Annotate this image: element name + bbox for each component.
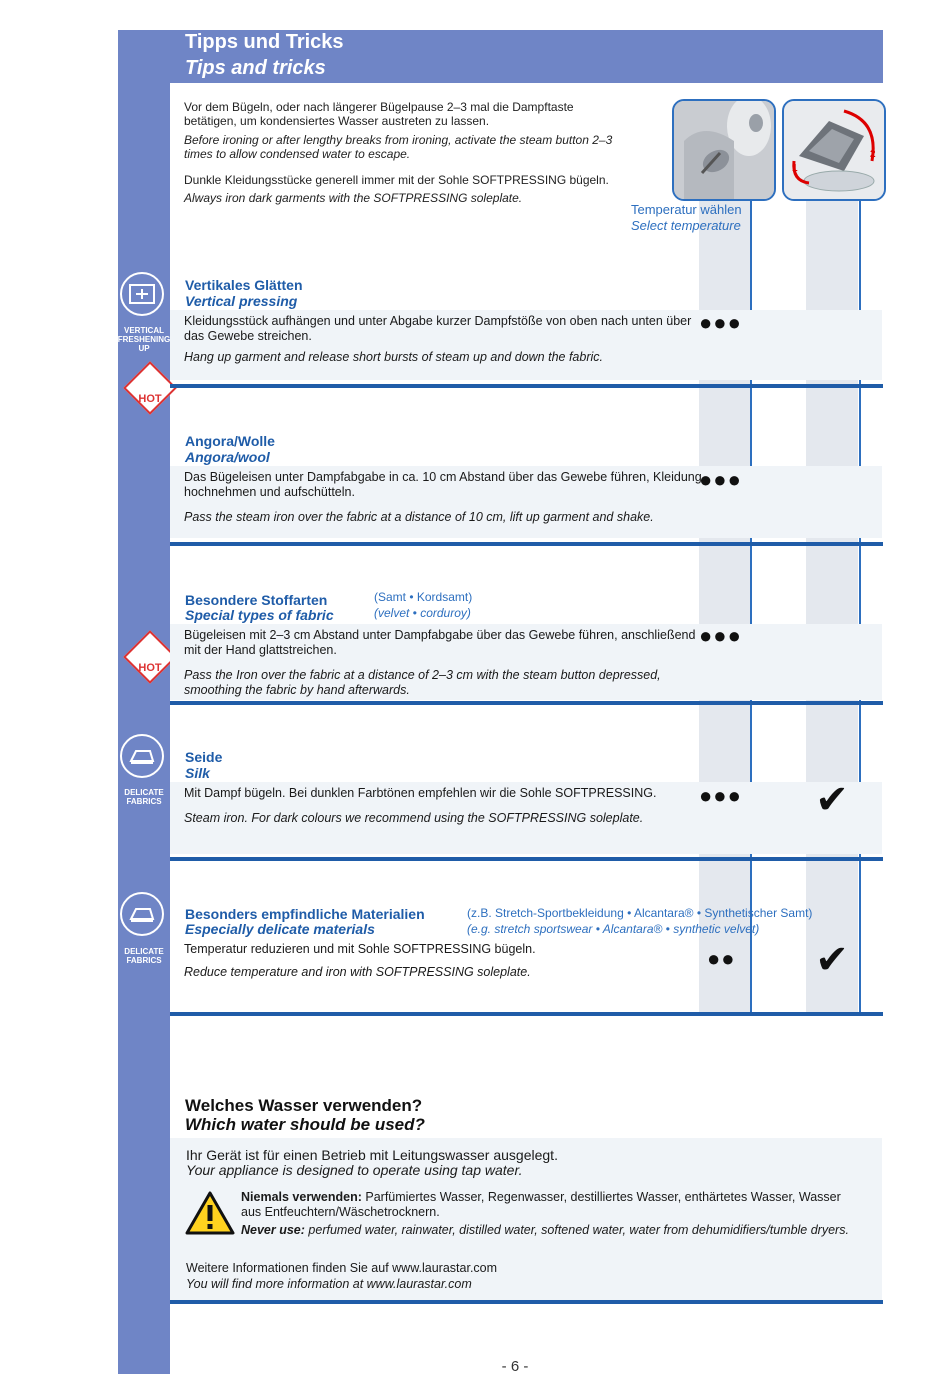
never-use-en — [241, 1223, 861, 1238]
section-title-en: Vertical pressing — [185, 293, 298, 309]
section-divider — [170, 542, 883, 546]
steam-level-dots: ●●● — [699, 783, 742, 808]
section-body-de: Temperatur reduzieren und mit Sohle SOFTPRESSING bügeln. — [184, 942, 536, 956]
steam-level-dots: ●●● — [699, 623, 742, 648]
section-body-de: Bügeleisen mit 2–3 cm Abstand unter Dampfabgabe über das Gewebe führen, anschließend mit der Hand glattstreichen. — [184, 628, 696, 657]
page-title-en: Tips and tricks — [185, 57, 326, 79]
section-body-en: Pass the Iron over the fabric at a distance of 2–3 cm with the steam button depressed, smoothing the fabric by hand afterwards. — [184, 668, 661, 697]
soleplate-attach-image — [782, 99, 886, 201]
section-body-de: Das Bügeleisen unter Dampfabgabe in ca. 10 cm Abstand über das Gewebe führen, Kleidung hochnehmen und aufschütteln. — [184, 470, 702, 499]
svg-text:1: 1 — [792, 163, 798, 174]
section-body-en: Reduce temperature and iron with SOFTPRESSING soleplate. — [184, 965, 531, 979]
delicate-fabrics-label: DELICATE FABRICS — [124, 788, 164, 806]
steam-level-dots: ●● — [707, 946, 736, 971]
temperature-label-de: Temperatur wählen — [631, 202, 742, 217]
intro-text-en: Before ironing or after lengthy breaks from ironing, activate the steam button 2–3 times to allow condensed water to escape. — [184, 133, 613, 161]
section-body-en: Hang up garment and release short bursts of steam up and down the fabric. — [184, 350, 603, 364]
iron-temperature-dial-image — [672, 99, 776, 201]
warning-icon — [184, 1190, 236, 1241]
svg-text:2: 2 — [870, 149, 876, 160]
section-divider — [170, 1012, 883, 1016]
vertical-freshening-label: VERTICAL FRESHENING UP — [117, 326, 171, 353]
softpressing-check-icon: ✔ — [815, 778, 849, 822]
section-divider — [170, 1300, 883, 1304]
section-title-de: Angora/Wolle — [185, 433, 275, 449]
intro-dark-en: Always iron dark garments with the SOFTPRESSING soleplate. — [184, 191, 523, 205]
section-divider — [170, 384, 883, 388]
hot-label: HOT — [138, 393, 162, 405]
section-title-en: Especially delicate materials — [185, 921, 375, 937]
section-title-de: Seide — [185, 749, 223, 765]
delicate-fabrics-label: DELICATE FABRICS — [124, 947, 164, 965]
softpressing-check-icon: ✔ — [815, 938, 849, 982]
section-title-en: Silk — [185, 765, 210, 781]
column-divider — [859, 150, 861, 1013]
page-number: - 6 - — [501, 1358, 529, 1375]
section-note-en: (velvet • corduroy) — [374, 606, 471, 620]
more-info-de: Weitere Informationen finden Sie auf www.laurastar.com — [186, 1261, 498, 1275]
delicate-fabrics-icon — [120, 734, 164, 778]
vertical-freshening-icon — [120, 272, 164, 316]
section-title-de: Vertikales Glätten — [185, 277, 303, 293]
water-title-en: Which water should be used? — [185, 1115, 425, 1134]
section-divider — [170, 701, 883, 705]
never-use-label-de: Niemals verwenden: — [241, 1190, 362, 1204]
section-body-de: Kleidungsstück aufhängen und unter Abgabe kurzer Dampfstöße von oben nach unten über das Gewebe streichen. — [184, 314, 692, 343]
left-band — [118, 30, 170, 1374]
steam-level-dots: ●●● — [699, 310, 742, 335]
section-body-de: Mit Dampf bügeln. Bei dunklen Farbtönen empfehlen wir die Sohle SOFTPRESSING. — [184, 786, 657, 800]
temperature-column — [699, 100, 751, 1013]
intro-dark-de: Dunkle Kleidungsstücke generell immer mit der Sohle SOFTPRESSING bügeln. — [184, 173, 609, 187]
section-body-en: Pass the steam iron over the fabric at a distance of 10 cm, lift up garment and shake. — [184, 510, 654, 524]
never-use-text-de: Parfümiertes Wasser, Regenwasser, destilliertes Wasser, enthärtetes Wasser, Wasser aus Entfeuchtern/Wäschetrocknern. — [241, 1190, 841, 1219]
never-use-label-en: Never use: — [241, 1223, 305, 1237]
water-line-de: Ihr Gerät ist für einen Betrieb mit Leitungswasser ausgelegt. — [186, 1147, 558, 1163]
section-title-de: Besonders empfindliche Materialien — [185, 906, 425, 922]
section-title-en: Special types of fabric — [185, 607, 334, 623]
temperature-label-en: Select temperature — [631, 218, 741, 233]
section-note-de: (Samt • Kordsamt) — [374, 590, 473, 604]
never-use-text-en: perfumed water, rainwater, distilled water, softened water, water from dehumidifiers/tumble dryers. — [304, 1223, 849, 1237]
hot-label: HOT — [138, 662, 162, 674]
steam-level-dots: ●●● — [699, 467, 742, 492]
column-divider — [750, 150, 752, 1013]
page-title-de: Tipps und Tricks — [185, 31, 344, 53]
more-info-en: You will find more information at www.laurastar.com — [186, 1277, 472, 1291]
section-body-en: Steam iron. For dark colours we recommend using the SOFTPRESSING soleplate. — [184, 811, 644, 825]
section-note-en: (e.g. stretch sportswear • Alcantara® • synthetic velvet) — [467, 922, 760, 936]
never-use-de — [241, 1190, 861, 1220]
section-note-de: (z.B. Stretch-Sportbekleidung • Alcantara® • Synthetischer Samt) — [467, 906, 813, 920]
intro-text-de: Vor dem Bügeln, oder nach längerer Bügelpause 2–3 mal die Dampftaste betätigen, um kondensiertes Wasser austreten zu lassen. — [184, 100, 574, 128]
delicate-fabrics-icon — [120, 892, 164, 936]
section-divider — [170, 857, 883, 861]
water-line-en: Your appliance is designed to operate using tap water. — [186, 1162, 523, 1178]
softpressing-column — [806, 100, 858, 1013]
section-title-en: Angora/wool — [185, 449, 270, 465]
section-title-de: Besondere Stoffarten — [185, 592, 328, 608]
water-title-de: Welches Wasser verwenden? — [185, 1096, 423, 1115]
